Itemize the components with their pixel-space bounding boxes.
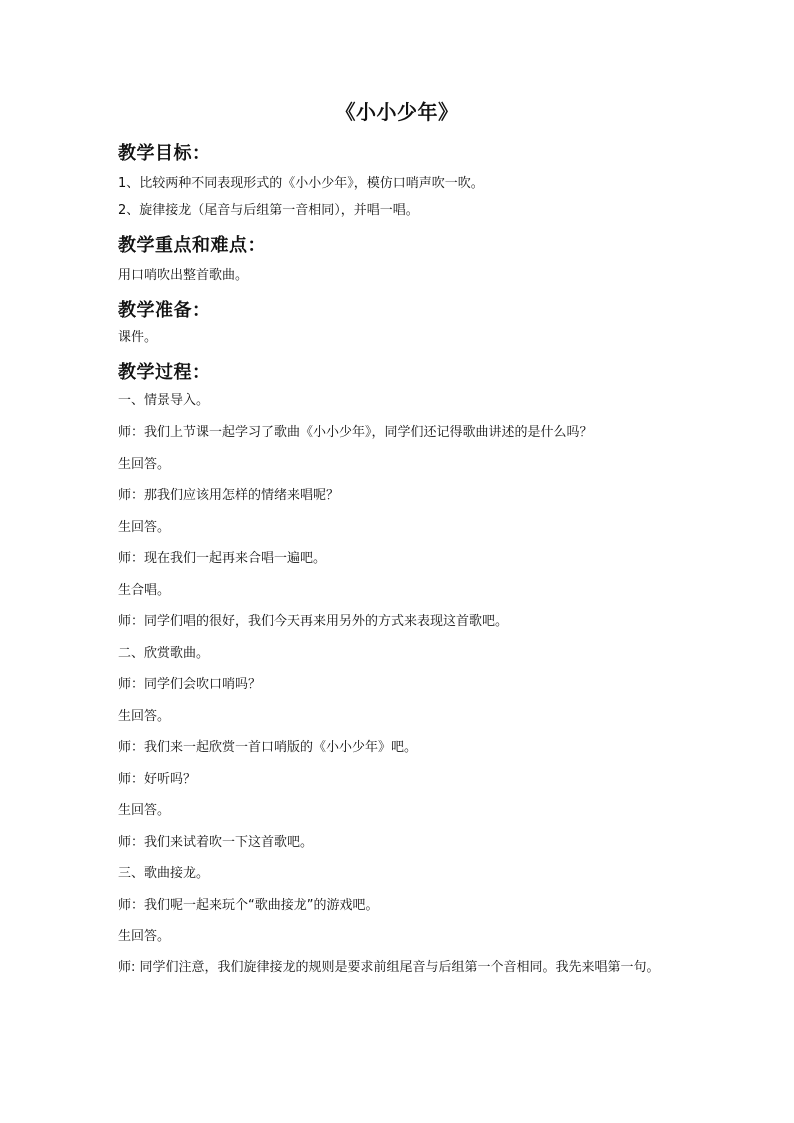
key-points-heading: 教学重点和难点： — [118, 235, 266, 256]
process-line: 生合唱。 — [118, 583, 171, 598]
process-line: 生回答。 — [118, 520, 171, 535]
process-line: 师：那我们应该用怎样的情绪来唱呢？ — [118, 488, 340, 503]
process-line: 师：我们上节课一起学习了歌曲《小小少年》，同学们还记得歌曲讲述的是什么吗？ — [118, 425, 593, 440]
process-line: 师：同学们唱的很好，我们今天再来用另外的方式来表现这首歌吧。 — [118, 614, 509, 629]
document-title: 《小小少年》 — [335, 100, 459, 124]
process-paragraph: 师: 同学们注意，我们旋律接龙的规则是要求前组尾音与后组第一个音相同。我先来唱第一句。 — [118, 960, 660, 975]
process-line: 生回答。 — [118, 457, 171, 472]
process-line: 师：同学们会吹口哨吗？ — [118, 677, 262, 692]
process-line: 师：我们来试着吹一下这首歌吧。 — [118, 835, 314, 850]
process-line: 师：现在我们一起再来合唱一遍吧。 — [118, 551, 327, 566]
process-line: 生回答。 — [118, 709, 171, 724]
process-line: 师：好听吗？ — [118, 772, 197, 787]
objectives-heading: 教学目标： — [118, 143, 211, 164]
objective-item: 1、比较两种不同表现形式的《小小少年》，模仿口哨声吹一吹。 — [118, 176, 484, 191]
process-line: 师：我们呢一起来玩个“歌曲接龙”的游戏吧。 — [118, 898, 379, 913]
objective-item: 2、旋律接龙（尾音与后组第一音相同），并唱一唱。 — [118, 203, 419, 218]
process-line: 生回答。 — [118, 803, 171, 818]
key-points-text: 用口哨吹出整首歌曲。 — [118, 268, 249, 283]
preparation-text: 课件。 — [118, 330, 158, 345]
process-line: 三、歌曲接龙。 — [118, 866, 210, 881]
preparation-heading: 教学准备： — [118, 300, 211, 321]
process-line: 生回答。 — [118, 929, 171, 944]
process-line: 二、欣赏歌曲。 — [118, 646, 210, 661]
process-line: 一、情景导入。 — [118, 393, 210, 408]
process-line: 师：我们来一起欣赏一首口哨版的《小小少年》吧。 — [118, 740, 418, 755]
process-heading: 教学过程： — [118, 362, 211, 383]
